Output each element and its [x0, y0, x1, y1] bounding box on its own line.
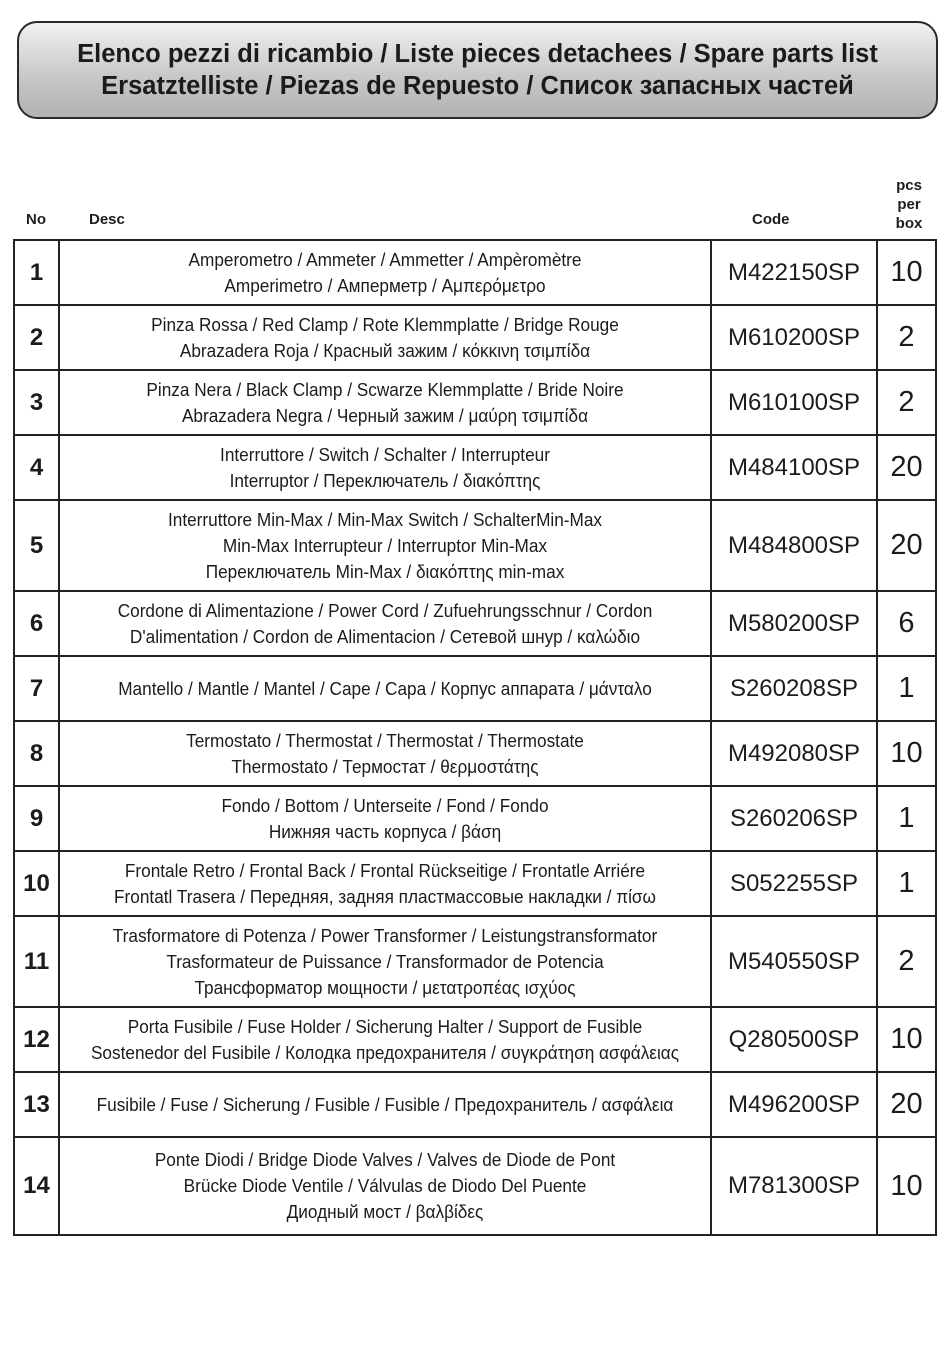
- part-number-cell: 9: [14, 786, 59, 851]
- description-line: Ponte Diodi / Bridge Diode Valves / Valves de Diode de Pont: [154, 1149, 616, 1170]
- pcs-per-box-cell: 20: [877, 500, 936, 591]
- part-number-cell: 13: [14, 1072, 59, 1137]
- pcs-per-box-cell: 10: [877, 1137, 936, 1235]
- table-row: [14, 305, 936, 370]
- part-code-cell: M781300SP: [711, 1137, 877, 1235]
- pcs-per-box-cell: 6: [877, 591, 936, 656]
- part-code-cell: M422150SP: [711, 240, 877, 305]
- part-description-cell: [82, 721, 688, 786]
- pcs-per-box-cell: 2: [877, 916, 936, 1007]
- part-code-cell: M484800SP: [711, 500, 877, 591]
- description-line: Frontatl Trasera / Передняя, задняя пластмассовые накладки / πίσω: [114, 885, 656, 907]
- part-number-cell: 7: [14, 656, 59, 721]
- part-code-cell: M540550SP: [711, 916, 877, 1007]
- part-description-cell: [82, 1137, 688, 1235]
- description-line: Min-Max Interrupteur / Interruptor Min-Max: [222, 534, 548, 556]
- pcs-per-box-cell: 1: [877, 851, 936, 916]
- title-line-2: Ersatztelliste / Piezas de Repuesto / Список запасных частей: [101, 72, 854, 100]
- description-line: Abrazadera Roja / Красный зажим / κόκκινη τσιμπίδα: [179, 339, 591, 361]
- description-line: Brücke Diode Ventile / Válvulas de Diodo Del Puente: [183, 1175, 587, 1196]
- pcs-per-box-cell: 10: [877, 1007, 936, 1072]
- table-row: [14, 851, 936, 916]
- part-code-cell: S260206SP: [711, 786, 877, 851]
- description-line: Fusibile / Fuse / Sicherung / Fusible / Fusible / Предохранитель / ασφάλεια: [96, 1093, 674, 1115]
- part-description-cell: [82, 591, 688, 656]
- part-number-cell: 2: [14, 305, 59, 370]
- part-code-cell: M492080SP: [711, 721, 877, 786]
- description-line: Amperometro / Ammeter / Ammetter / Ampèromètre: [188, 248, 582, 270]
- part-code-cell: M610100SP: [711, 370, 877, 435]
- column-header-no: No: [26, 211, 46, 228]
- spare-parts-table: [13, 239, 937, 1236]
- pcs-per-box-cell: 10: [877, 721, 936, 786]
- part-description-cell: [82, 916, 688, 1007]
- table-row: [14, 916, 936, 1007]
- part-description-cell: [82, 1072, 688, 1137]
- part-code-cell: S260208SP: [711, 656, 877, 721]
- table-row: [14, 500, 936, 591]
- description-line: Mantello / Mantle / Mantel / Cape / Capa / Корпус аппарата / μάνταλο: [118, 677, 652, 699]
- part-number-cell: 8: [14, 721, 59, 786]
- table-row: [14, 435, 936, 500]
- table-row: [14, 591, 936, 656]
- part-description-cell: [82, 305, 688, 370]
- description-line: Fondo / Bottom / Unterseite / Fond / Fondo: [221, 794, 549, 816]
- part-number-cell: 10: [14, 851, 59, 916]
- part-code-cell: S052255SP: [711, 851, 877, 916]
- column-header-pcs-line: per: [897, 196, 921, 213]
- part-number-cell: 1: [14, 240, 59, 305]
- column-header-code: Code: [752, 211, 790, 228]
- spare-parts-table-body: [14, 240, 936, 1235]
- pcs-per-box-cell: 10: [877, 240, 936, 305]
- description-line: Interruptor / Переключатель / διακόπτης: [229, 469, 541, 491]
- title-banner: [17, 21, 938, 119]
- part-description-cell: [82, 370, 688, 435]
- description-line: Нижняя часть корпуса / βάση: [268, 820, 502, 842]
- description-line: Frontale Retro / Frontal Back / Frontal Rückseitige / Frontatle Arriére: [124, 859, 646, 881]
- description-line: Переключатель Min-Max / διακόπτης min-max: [205, 560, 565, 582]
- part-code-cell: M610200SP: [711, 305, 877, 370]
- column-header-pcs-per-box: [888, 176, 930, 233]
- part-code-cell: M496200SP: [711, 1072, 877, 1137]
- table-row: [14, 721, 936, 786]
- table-row: [14, 656, 936, 721]
- part-description-cell: [82, 240, 688, 305]
- part-number-cell: 3: [14, 370, 59, 435]
- description-line: Porta Fusibile / Fuse Holder / Sicherung Halter / Support de Fusible: [127, 1015, 643, 1037]
- description-line: D'alimentation / Cordon de Alimentacion / Сетевой шнур / καλώδιο: [129, 625, 641, 647]
- table-row: [14, 1007, 936, 1072]
- description-line: Termostato / Thermostat / Thermostat / Thermostate: [186, 729, 584, 751]
- pcs-per-box-cell: 2: [877, 305, 936, 370]
- column-header-pcs-line: box: [895, 215, 923, 232]
- part-number-cell: 6: [14, 591, 59, 656]
- description-line: Interruttore Min-Max / Min-Max Switch / SchalterMin-Max: [167, 508, 603, 530]
- part-number-cell: 11: [14, 916, 59, 1007]
- description-line: Abrazadera Negra / Черный зажим / μαύρη τσιμπίδα: [181, 404, 589, 426]
- table-row: [14, 786, 936, 851]
- description-line: Трансформатор мощности / μετατροπέας ισχύος: [194, 976, 576, 998]
- part-code-cell: M484100SP: [711, 435, 877, 500]
- column-header-desc: Desc: [89, 211, 125, 228]
- part-code-cell: Q280500SP: [711, 1007, 877, 1072]
- part-description-cell: [82, 786, 688, 851]
- description-line: Thermostato / Термостат / θερμοστάτης: [231, 755, 539, 777]
- description-line: Interruttore / Switch / Schalter / Interrupteur: [220, 443, 550, 465]
- table-row: [14, 370, 936, 435]
- part-number-cell: 5: [14, 500, 59, 591]
- part-description-cell: [82, 500, 688, 591]
- description-line: Trasformateur de Puissance / Transformador de Potencia: [166, 950, 604, 972]
- part-description-cell: [82, 851, 688, 916]
- part-number-cell: 4: [14, 435, 59, 500]
- pcs-per-box-cell: 2: [877, 370, 936, 435]
- pcs-per-box-cell: 1: [877, 656, 936, 721]
- table-row: [14, 1072, 936, 1137]
- pcs-per-box-cell: 1: [877, 786, 936, 851]
- table-row: [14, 240, 936, 305]
- part-description-cell: [82, 435, 688, 500]
- part-description-cell: [82, 1007, 688, 1072]
- description-line: Диодный мост / βαλβίδες: [286, 1201, 484, 1222]
- description-line: Trasformatore di Potenza / Power Transformer / Leistungstransformator: [112, 924, 658, 946]
- part-number-cell: 12: [14, 1007, 59, 1072]
- part-code-cell: M580200SP: [711, 591, 877, 656]
- column-header-pcs-line: pcs: [896, 177, 922, 194]
- title-line-1: Elenco pezzi di ricambio / Liste pieces detachees / Spare parts list: [77, 40, 878, 68]
- description-line: Amperimetro / Амперметр / Αμπερόμετρο: [224, 274, 546, 296]
- description-line: Pinza Nera / Black Clamp / Scwarze Klemmplatte / Bride Noire: [146, 378, 624, 400]
- pcs-per-box-cell: 20: [877, 435, 936, 500]
- description-line: Pinza Rossa / Red Clamp / Rote Klemmplatte / Bridge Rouge: [151, 313, 619, 335]
- pcs-per-box-cell: 20: [877, 1072, 936, 1137]
- part-description-cell: [82, 656, 688, 721]
- description-line: Sostenedor del Fusibile / Колодка предохранителя / συγκράτηση ασφάλειας: [90, 1041, 680, 1063]
- part-number-cell: 14: [14, 1137, 59, 1235]
- description-line: Cordone di Alimentazione / Power Cord / Zufuehrungsschnur / Cordon: [117, 599, 653, 621]
- table-row: [14, 1137, 936, 1235]
